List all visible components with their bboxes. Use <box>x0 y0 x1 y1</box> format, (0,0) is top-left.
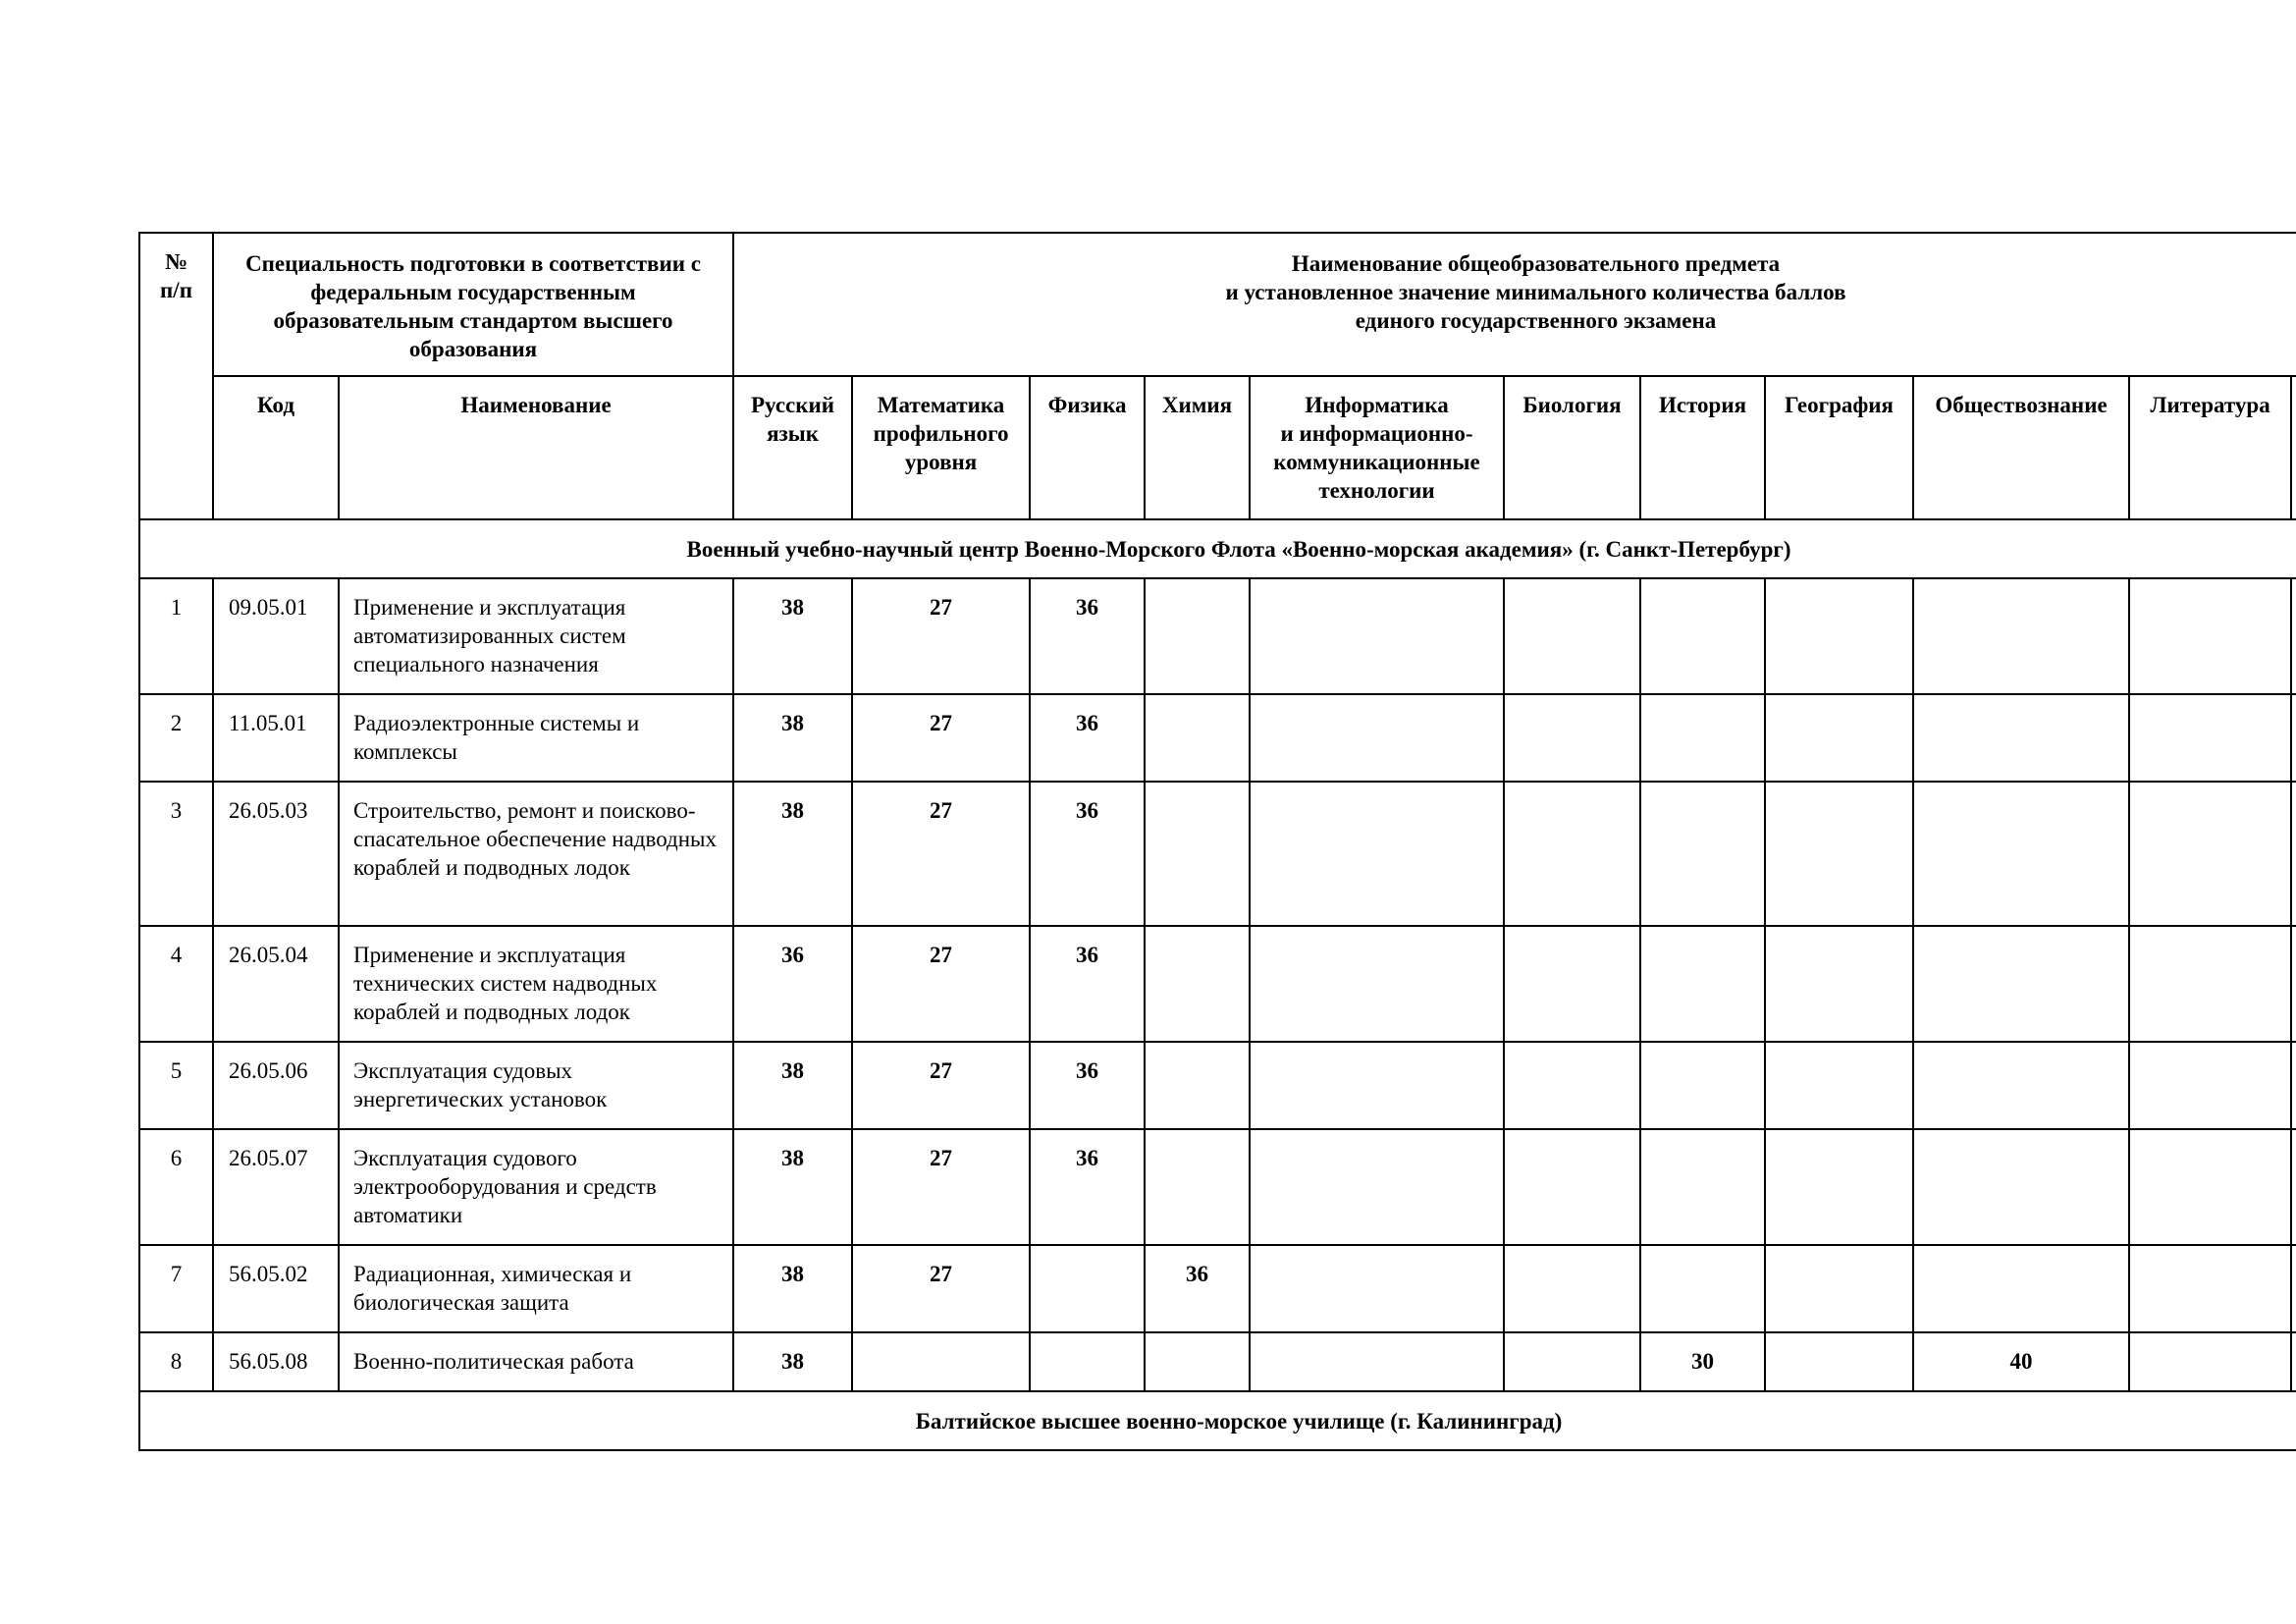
score-cell <box>1030 1332 1145 1391</box>
header-row-sub <box>139 376 2296 519</box>
header-subject-biology: Биология <box>1504 376 1640 519</box>
specialty-name: Радиационная, химическая и биологическая защита <box>339 1245 733 1332</box>
table-row <box>139 578 2296 694</box>
header-row-top <box>139 233 2296 376</box>
table-row <box>139 1332 2296 1391</box>
table-row <box>139 1042 2296 1129</box>
score-cell <box>1765 1332 1913 1391</box>
score-cell <box>1640 1042 1765 1129</box>
row-number: 4 <box>139 926 213 1042</box>
header-num: № п/п <box>139 233 213 519</box>
score-cell: 38 <box>733 1042 852 1129</box>
score-cell <box>1250 926 1504 1042</box>
score-cell <box>1145 1042 1250 1129</box>
score-cell <box>1640 926 1765 1042</box>
specialty-code: 26.05.04 <box>213 926 339 1042</box>
score-cell <box>1030 1245 1145 1332</box>
score-cell: 38 <box>733 1129 852 1245</box>
row-number: 7 <box>139 1245 213 1332</box>
score-cell <box>1250 782 1504 926</box>
score-cell <box>1145 1129 1250 1245</box>
specialty-code: 26.05.03 <box>213 782 339 926</box>
score-cell <box>1250 1245 1504 1332</box>
score-cell: 30 <box>1640 1332 1765 1391</box>
score-cell <box>2129 1332 2291 1391</box>
score-cell <box>1765 1245 1913 1332</box>
score-cell: 27 <box>852 1245 1030 1332</box>
header-subject-physics: Физика <box>1030 376 1145 519</box>
score-cell <box>1504 926 1640 1042</box>
score-cell <box>1913 694 2129 782</box>
score-cell <box>1765 1129 1913 1245</box>
score-cell: 27 <box>852 926 1030 1042</box>
score-cell-extra <box>2291 1332 2296 1391</box>
score-cell <box>1640 694 1765 782</box>
table-row <box>139 1129 2296 1245</box>
row-number: 2 <box>139 694 213 782</box>
section-row <box>139 1391 2296 1450</box>
specialty-name: Эксплуатация судового электрооборудования и средств автоматики <box>339 1129 733 1245</box>
specialty-code: 09.05.01 <box>213 578 339 694</box>
score-cell <box>1250 1042 1504 1129</box>
header-subject-chemistry: Химия <box>1145 376 1250 519</box>
score-cell <box>1765 926 1913 1042</box>
score-cell <box>1250 1129 1504 1245</box>
score-cell <box>1640 578 1765 694</box>
score-cell <box>1145 578 1250 694</box>
header-subject-social-studies: Обществознание <box>1913 376 2129 519</box>
score-cell <box>1504 578 1640 694</box>
exam-requirements-table <box>138 232 2296 1451</box>
score-cell <box>2129 578 2291 694</box>
table-row <box>139 926 2296 1042</box>
score-cell-extra <box>2291 1042 2296 1129</box>
header-subjects-group: Наименование общеобразовательного предмета и установленное значение минимального количества баллов единого государственного экзамена <box>733 233 2296 376</box>
score-cell-extra <box>2291 694 2296 782</box>
specialty-name: Применение и эксплуатация автоматизированных систем специального назначения <box>339 578 733 694</box>
score-cell: 38 <box>733 578 852 694</box>
score-cell-extra <box>2291 578 2296 694</box>
section-row <box>139 519 2296 578</box>
row-number: 8 <box>139 1332 213 1391</box>
score-cell: 38 <box>733 694 852 782</box>
row-number: 5 <box>139 1042 213 1129</box>
score-cell <box>2129 926 2291 1042</box>
score-cell <box>1765 694 1913 782</box>
score-cell <box>1765 578 1913 694</box>
header-cell-extra <box>2291 376 2296 519</box>
header-code: Код <box>213 376 339 519</box>
row-number: 1 <box>139 578 213 694</box>
score-cell <box>1504 694 1640 782</box>
score-cell: 36 <box>1030 782 1145 926</box>
header-subject-literature: Литература <box>2129 376 2291 519</box>
score-cell: 36 <box>1030 1042 1145 1129</box>
score-cell <box>1504 1332 1640 1391</box>
score-cell <box>1504 1042 1640 1129</box>
specialty-name: Радиоэлектронные системы и комплексы <box>339 694 733 782</box>
section-title: Балтийское высшее военно-морское училище (г. Калининград) <box>139 1391 2296 1450</box>
score-cell: 36 <box>1030 578 1145 694</box>
score-cell <box>2129 1245 2291 1332</box>
specialty-name: Строительство, ремонт и поисково-спасательное обеспечение надводных кораблей и подводных лодок <box>339 782 733 926</box>
header-subject-informatics: Информатика и информационно-коммуникационные технологии <box>1250 376 1504 519</box>
score-cell: 40 <box>1913 1332 2129 1391</box>
score-cell <box>1145 694 1250 782</box>
score-cell <box>1640 1129 1765 1245</box>
score-cell: 36 <box>1145 1245 1250 1332</box>
score-cell <box>1504 1129 1640 1245</box>
score-cell <box>1145 782 1250 926</box>
score-cell <box>1913 578 2129 694</box>
score-cell <box>852 1332 1030 1391</box>
score-cell <box>1640 782 1765 926</box>
row-number: 6 <box>139 1129 213 1245</box>
header-subject-math: Математика профильного уровня <box>852 376 1030 519</box>
score-cell: 27 <box>852 782 1030 926</box>
specialty-code: 26.05.07 <box>213 1129 339 1245</box>
specialty-code: 26.05.06 <box>213 1042 339 1129</box>
score-cell <box>1145 1332 1250 1391</box>
score-cell <box>2129 782 2291 926</box>
score-cell: 27 <box>852 578 1030 694</box>
score-cell <box>1913 1245 2129 1332</box>
score-cell <box>1250 694 1504 782</box>
score-cell-extra <box>2291 782 2296 926</box>
score-cell <box>1765 782 1913 926</box>
header-subject-history: История <box>1640 376 1765 519</box>
score-cell <box>1913 782 2129 926</box>
score-cell: 27 <box>852 1129 1030 1245</box>
score-cell-extra <box>2291 926 2296 1042</box>
score-cell <box>1504 782 1640 926</box>
row-number: 3 <box>139 782 213 926</box>
score-cell <box>2129 694 2291 782</box>
score-cell <box>1913 1129 2129 1245</box>
score-cell: 27 <box>852 1042 1030 1129</box>
score-cell <box>1250 1332 1504 1391</box>
score-cell: 36 <box>1030 926 1145 1042</box>
specialty-code: 56.05.02 <box>213 1245 339 1332</box>
score-cell-extra <box>2291 1245 2296 1332</box>
score-cell: 27 <box>852 694 1030 782</box>
header-name: Наименование <box>339 376 733 519</box>
header-subject-russian: Русский язык <box>733 376 852 519</box>
score-cell <box>1640 1245 1765 1332</box>
score-cell: 38 <box>733 1332 852 1391</box>
specialty-code: 11.05.01 <box>213 694 339 782</box>
specialty-name: Военно-политическая работа <box>339 1332 733 1391</box>
header-specialty-group: Специальность подготовки в соответствии с федеральным государственным образовательным стандартом высшего образования <box>213 233 733 376</box>
specialty-code: 56.05.08 <box>213 1332 339 1391</box>
specialty-name: Эксплуатация судовых энергетических установок <box>339 1042 733 1129</box>
score-cell: 36 <box>1030 694 1145 782</box>
table-row <box>139 782 2296 926</box>
score-cell <box>1504 1245 1640 1332</box>
score-cell <box>2129 1042 2291 1129</box>
table-row <box>139 1245 2296 1332</box>
score-cell <box>1145 926 1250 1042</box>
score-cell <box>1913 926 2129 1042</box>
score-cell <box>1913 1042 2129 1129</box>
header-subject-geography: География <box>1765 376 1913 519</box>
score-cell: 38 <box>733 782 852 926</box>
score-cell: 36 <box>733 926 852 1042</box>
specialty-name: Применение и эксплуатация технических систем надводных кораблей и подводных лодок <box>339 926 733 1042</box>
score-cell <box>1250 578 1504 694</box>
score-cell <box>1765 1042 1913 1129</box>
score-cell <box>2129 1129 2291 1245</box>
table-row <box>139 694 2296 782</box>
score-cell-extra <box>2291 1129 2296 1245</box>
score-cell: 38 <box>733 1245 852 1332</box>
section-title: Военный учебно-научный центр Военно-Морского Флота «Военно-морская академия» (г. Санкт-Петербург) <box>139 519 2296 578</box>
score-cell: 36 <box>1030 1129 1145 1245</box>
